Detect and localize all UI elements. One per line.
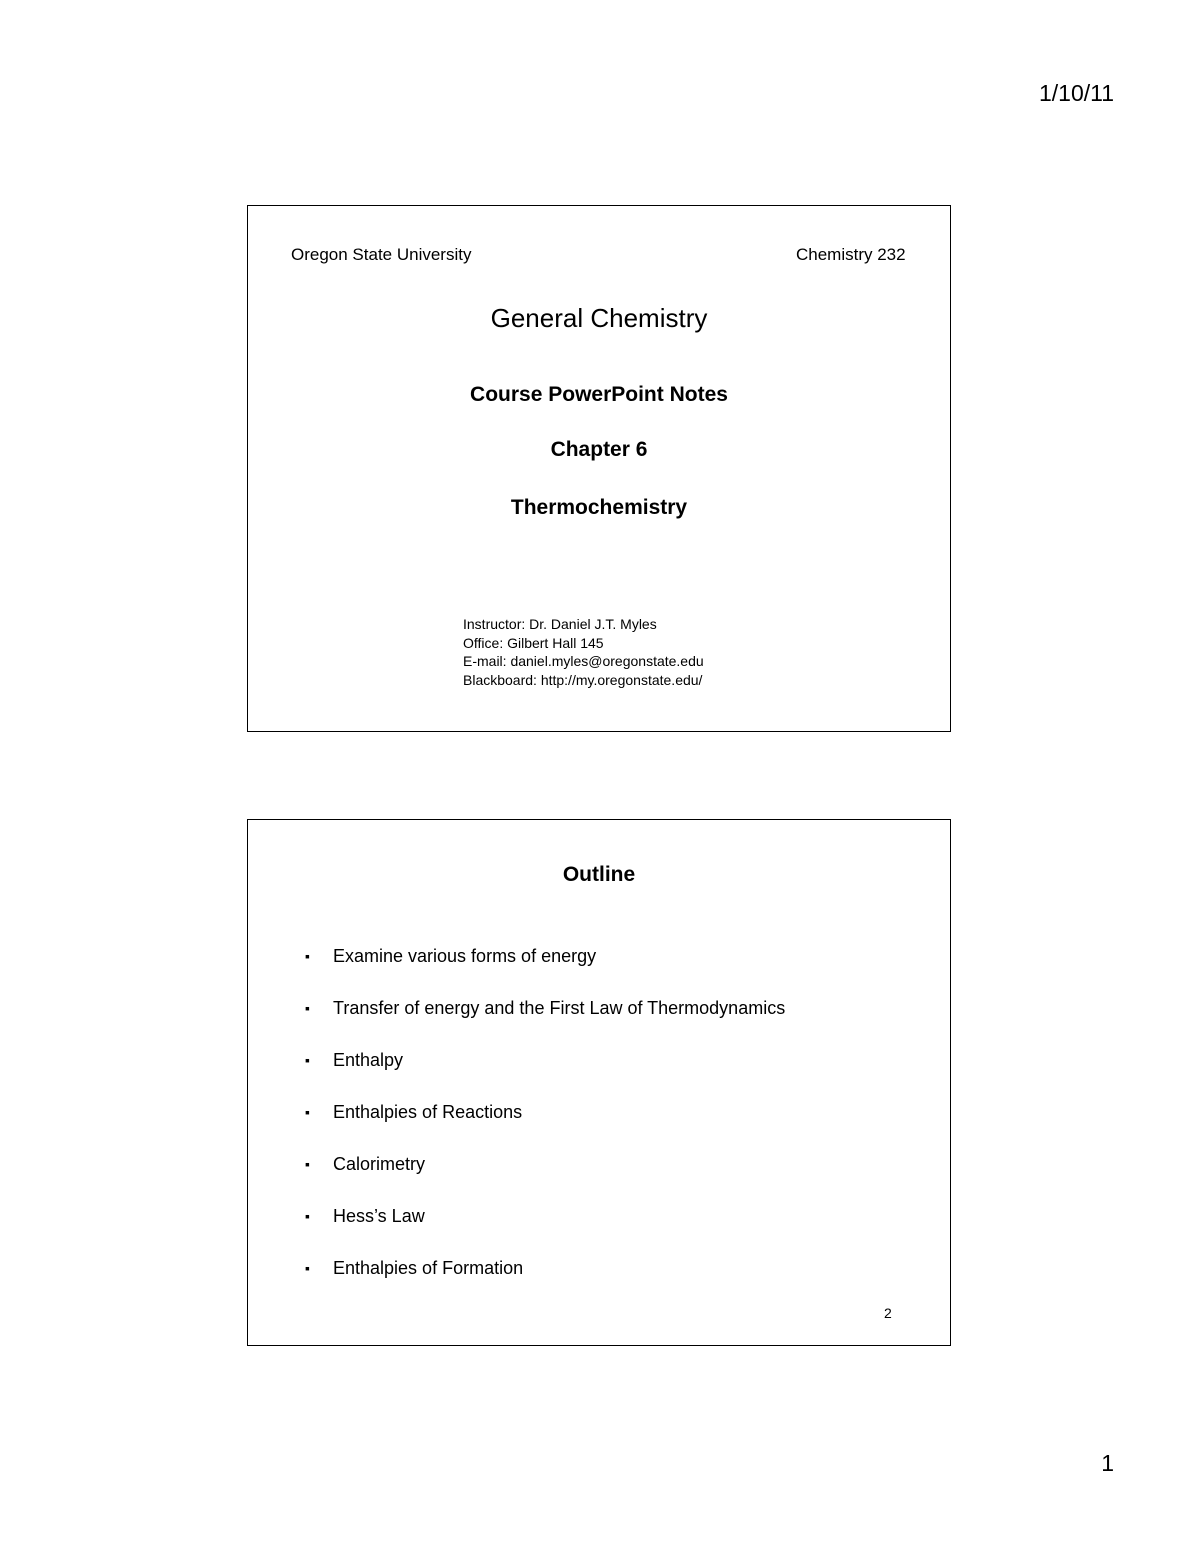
office-line: Office: Gilbert Hall 145 <box>463 634 604 651</box>
bullet-icon: ▪ <box>305 1260 310 1276</box>
bullet-icon: ▪ <box>305 948 310 964</box>
institution-name: Oregon State University <box>291 245 472 264</box>
list-item-text: Enthalpies of Formation <box>333 1258 524 1278</box>
list-item-text: Enthalpy <box>333 1050 404 1070</box>
slide-1-title: General Chemistry <box>490 303 708 333</box>
list-item-text: Examine various forms of energy <box>333 946 597 966</box>
instructor-line: Instructor: Dr. Daniel J.T. Myles <box>463 616 657 632</box>
list-item-text: Transfer of energy and the First Law of Thermodynamics <box>333 998 786 1018</box>
outline-list <box>305 944 785 1308</box>
list-item <box>305 944 785 996</box>
slide-1-subtitle-notes: Course PowerPoint Notes <box>470 383 728 406</box>
blackboard-line: Blackboard: http://my.oregonstate.edu/ <box>463 671 703 688</box>
list-item <box>305 1204 785 1256</box>
bullet-icon: ▪ <box>305 1052 310 1068</box>
list-item-text: Hess’s Law <box>333 1206 425 1226</box>
slide-number: 2 <box>884 1305 892 1321</box>
course-code: Chemistry 232 <box>796 245 906 264</box>
bullet-icon: ▪ <box>305 1156 310 1172</box>
page-number: 1 <box>1101 1450 1114 1476</box>
list-item <box>305 1152 785 1204</box>
list-item <box>305 1100 785 1152</box>
email-line: E-mail: daniel.myles@oregonstate.edu <box>463 653 704 669</box>
slide-1-subtitle-chapter: Chapter 6 <box>550 438 648 461</box>
list-item-text: Enthalpies of Reactions <box>333 1102 523 1122</box>
list-item-text: Calorimetry <box>333 1154 426 1174</box>
list-item <box>305 1256 785 1308</box>
list-item <box>305 996 785 1048</box>
bullet-icon: ▪ <box>305 1104 310 1120</box>
page-date: 1/10/11 <box>1038 80 1114 106</box>
bullet-icon: ▪ <box>305 1000 310 1016</box>
slide-2-title: Outline <box>562 863 636 886</box>
slide-1-subtitle-topic: Thermochemistry <box>510 496 688 519</box>
bullet-icon: ▪ <box>305 1208 310 1224</box>
list-item <box>305 1048 785 1100</box>
instructor-contact-block <box>463 615 704 689</box>
